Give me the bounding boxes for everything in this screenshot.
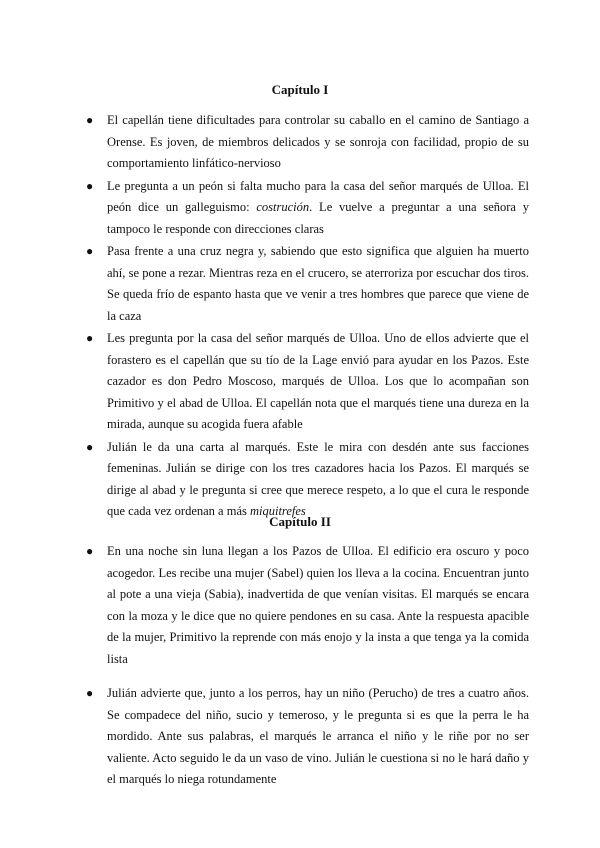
bullet-icon: ● — [86, 439, 94, 454]
bullet-icon: ● — [86, 244, 94, 258]
list-item-text: Les pregunta por la casa del señor marqués de Ulloa. Uno de ellos advierte que el forastero es el capellán que su tío de la Lage envió para ayudar en los Pazos. Este cazador es don Pedro Moscoso, marqués de Ulloa. Los que lo acompañan son Primitivo y el abad de Ulloa. El capellán nota que el marqués tiene una dureza en la mirada, aunque su acogida fuera afable — [107, 331, 529, 431]
miquitrefes-term: miquitrefes — [249, 504, 306, 518]
list-item-text: Julián advierte que, junto a los perros, hay un niño (Perucho) de tres a cuatro años. Se compadece del niño, sucio y temeroso, y le pregunta si es que la perra le ha mordido. Ante sus palabras, el marqués le arranca el niño y le riñe por no ser valiente. Acto seguido le da un vaso de vino. Julián le cuestiona si no le hará daño y el marqués lo niega rotundamente — [107, 686, 529, 786]
bullet-icon: ● — [86, 686, 94, 700]
list-item — [0, 683, 529, 791]
list-item-text: El capellán tiene dificultades para controlar su caballo en el camino de Santiago a Orense. Es joven, de miembros delicados y se sonroja con facilidad, propio de su comportamiento linfático-nervioso — [107, 113, 529, 170]
bullet-icon: ● — [86, 544, 94, 558]
chapter-2-summary-list — [0, 541, 600, 804]
list-item-text: Le pregunta a un peón si falta mucho para la casa del señor marqués de Ulloa. El peón dice un galleguismo: — [107, 178, 529, 214]
list-item — [0, 328, 529, 436]
list-item — [0, 437, 529, 523]
list-item — [0, 176, 529, 241]
list-item — [0, 241, 529, 327]
list-item-text: En una noche sin luna llegan a los Pazos de Ulloa. El edificio era oscuro y poco acogedor. Les recibe una mujer (Sabel) quien los lleva a la cocina. Encuentran junto al pote a una vieja (Sabia), inadvertida de que venían visitas. El marqués se encara con la moza y le dice que no quiere pendones en su casa. Ante la respuesta apacible de la mujer, Primitivo la reprende con más enojo y la insta a que tenga ya la comida lista — [107, 544, 529, 666]
list-item — [0, 541, 529, 670]
chapter-1-title: Capítulo I — [271, 82, 329, 97]
bullet-icon: ● — [86, 331, 94, 345]
galleguismo-term: costrución — [256, 200, 310, 214]
list-item-text: Julián le da una carta al marqués. Este le mira con desdén ante sus facciones femeninas. Julián se dirige con los tres cazadores hacia los Pazos. El marqués se dirige al abad y le pregunta si cree que merece respeto, a lo que el cura le responde que cada vez ordenan a más — [107, 439, 529, 518]
chapter-1-summary-list — [0, 110, 600, 524]
bullet-icon: ● — [86, 113, 94, 127]
list-item-text: Pasa frente a una cruz negra y, sabiendo que esto significa que alguien ha muerto ahí, se pone a rezar. Mientras reza en el crucero, se aterroriza por escuchar dos tiros. Se queda frío de espanto hasta que ve venir a tres hombres que parece que viene de la caza — [107, 244, 529, 323]
list-item — [0, 110, 529, 175]
chapter-2-title: Capítulo II — [269, 514, 331, 529]
bullet-icon: ● — [86, 178, 94, 193]
list-item-text-tail: . Le vuelve a preguntar a una señora y tampoco le responde con direcciones claras — [107, 200, 529, 236]
